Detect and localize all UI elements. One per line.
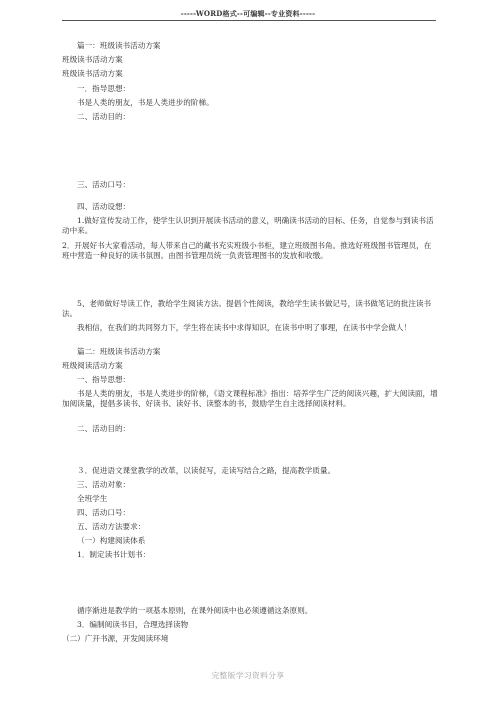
- page-header: -----WORD格式--可编辑--专业资料-----: [180, 9, 316, 18]
- section-heading-audience: 三、活动对象：: [77, 480, 131, 489]
- article-1-title: 篇一：班级读书活动方案: [77, 41, 161, 50]
- paragraph: 我相信，在我们的共同努力下，学生将在读书中求得知识，在读书中明了事理，在读书中学会做人！: [77, 323, 412, 332]
- section-heading-guiding-ideology: 一、指导思想：: [77, 375, 131, 384]
- subsection-heading: （二）广开书源，开发阅读环境: [62, 634, 169, 643]
- paragraph: 1.做好宣传发动工作，使学生认识到开展读书活动的意义，明确读书活动的目标、任务，自觉参与到读书活动中来。: [62, 216, 434, 235]
- section-heading-slogan: 三、活动口号：: [77, 180, 131, 189]
- doc-subtitle: 班级读书活动方案: [62, 55, 123, 64]
- section-heading-plan: 四、活动设想：: [77, 202, 131, 211]
- paragraph: 书是人类的朋友，书是人类进步的阶梯，《语文课程标准》指出：培养学生广泛的阅读兴趣，扩大阅读面，增加阅读量，提倡多读书、好读书、读好书、读整本的书，鼓励学生自主选择阅读材料。: [62, 389, 438, 408]
- list-item: 3．编制阅读书目，合理选择读物: [77, 620, 189, 629]
- paragraph: 书是人类的朋友，书是人类进步的阶梯。: [77, 98, 214, 107]
- section-heading-purpose: 二、活动目的：: [77, 424, 131, 433]
- paragraph: 2．开展好书大家看活动，每人带来自己的藏书充实班级小书柜，建立班级图书角。推选好班级图书管理员，在班中营造一种良好的读书氛围。由图书管理员统一负责管理图书的发放和收缴。: [62, 241, 432, 260]
- article-2-title: 篇二：班级读书活动方案: [77, 347, 161, 356]
- section-heading-slogan: 四、活动口号：: [77, 508, 131, 517]
- section-heading-methods: 五、活动方法要求：: [77, 522, 146, 531]
- paragraph: 全班学生: [77, 494, 108, 503]
- paragraph: 循序渐进是教学的一项基本原则，在课外阅读中也必须遵循这条原则。: [77, 606, 313, 615]
- subsection-heading: （一）构建阅读体系: [77, 536, 146, 545]
- section-heading-purpose: 二、活动目的：: [77, 112, 131, 121]
- doc-subtitle-2: 班级读书活动方案: [62, 69, 123, 78]
- paragraph: ３．促进语文课堂教学的改革，以读促写，走读写结合之路，提高教学质量。: [77, 466, 336, 475]
- section-heading-guiding-ideology: 一．指导思想：: [77, 84, 131, 93]
- list-item: 1．制定读书计划书：: [77, 550, 151, 559]
- paragraph: 5、老师做好导读工作，教给学生阅读方法。提倡个性阅读，教给学生读书做记号，读书做笔记的批注读书法。: [62, 299, 432, 318]
- page-footer: 完整版学习资料分享: [211, 671, 285, 680]
- header-divider: [62, 20, 436, 21]
- doc-subtitle: 班级阅读活动方案: [62, 361, 123, 370]
